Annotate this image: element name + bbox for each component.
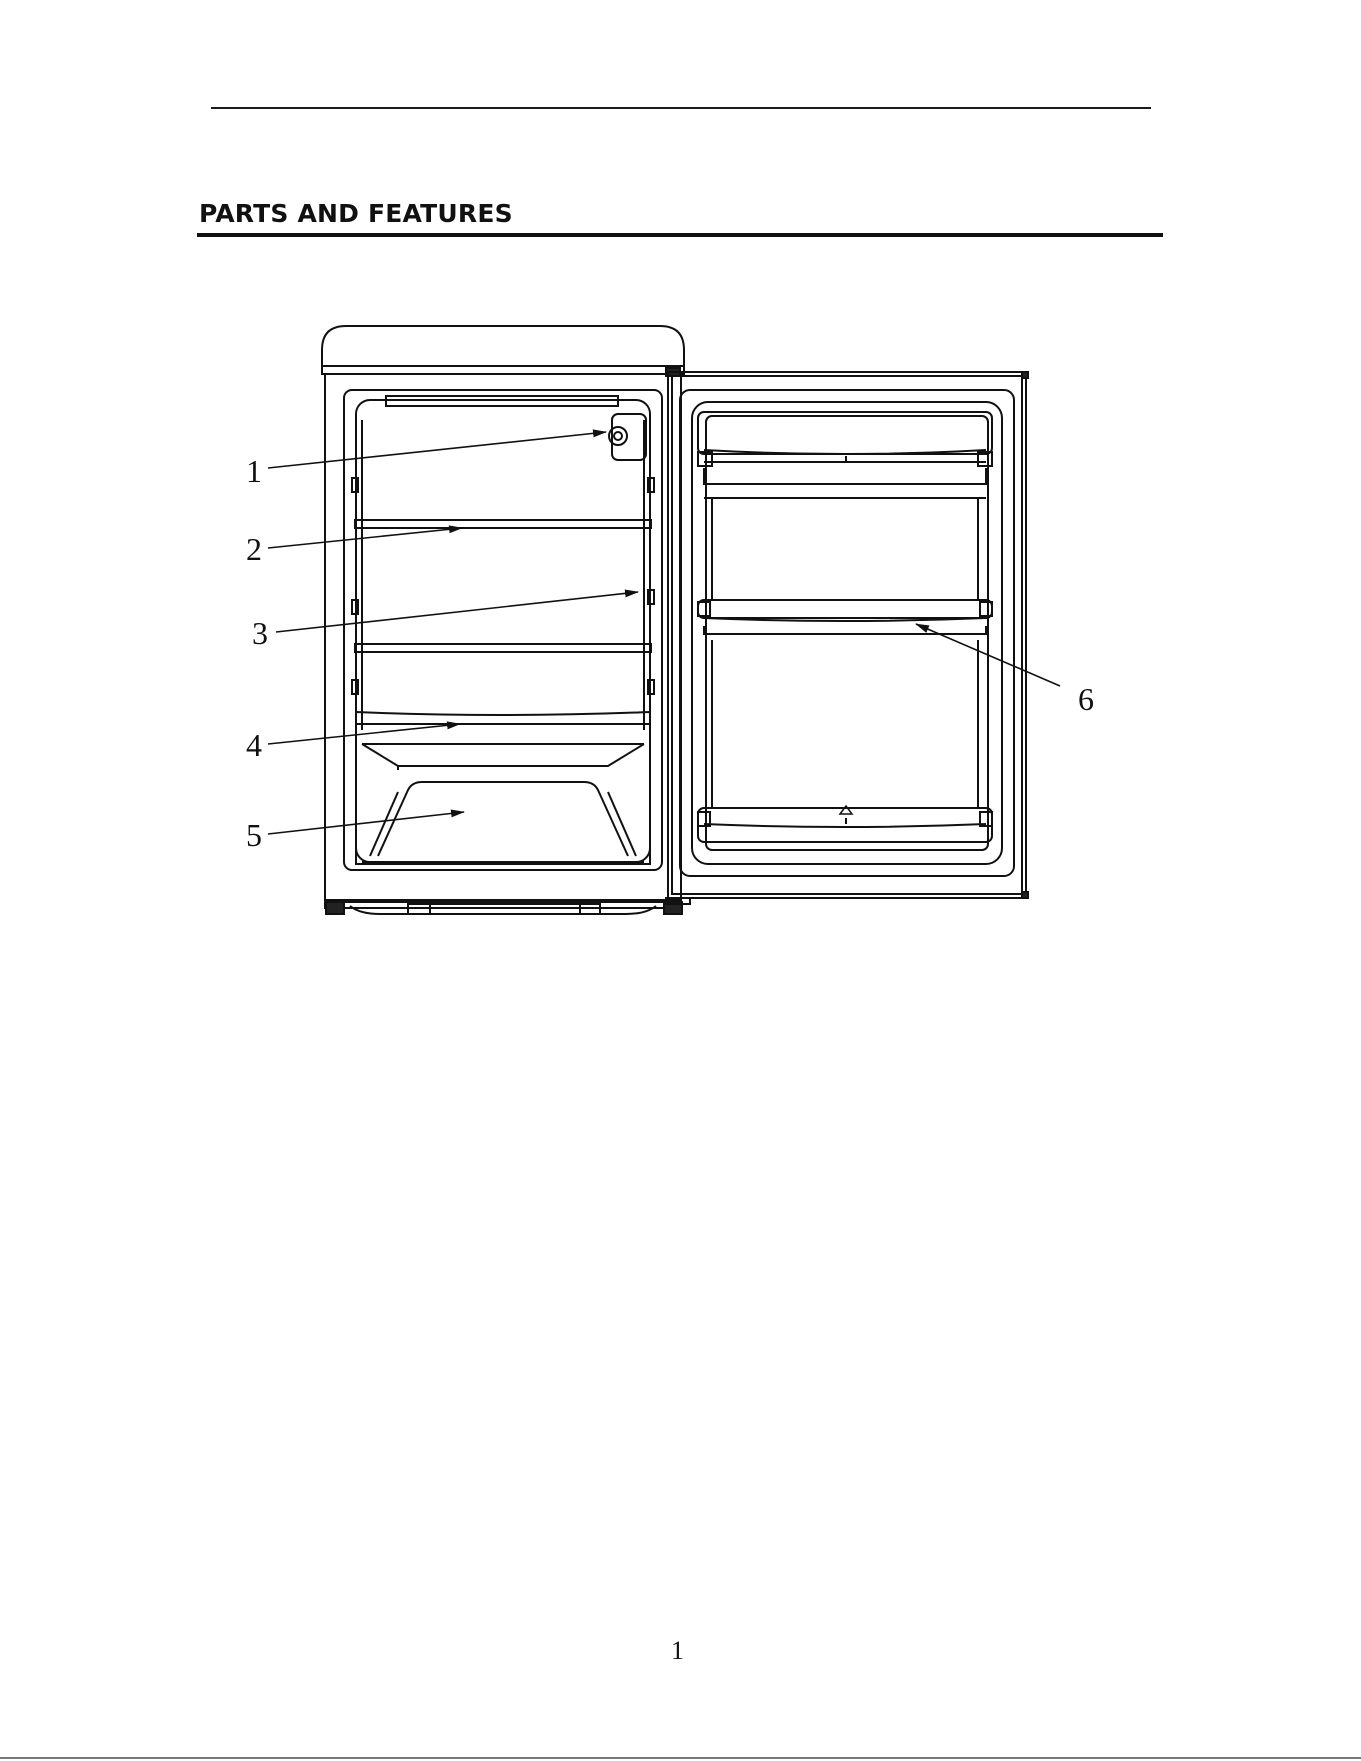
cabinet-liner-inner: [356, 400, 650, 862]
door-bin-middle: [698, 600, 992, 634]
leader-1: [268, 432, 606, 468]
leader-2: [268, 528, 462, 548]
foot-left: [326, 902, 344, 914]
callout-2: 2: [246, 531, 262, 567]
callout-3: 3: [252, 615, 268, 651]
cabinet-outer: [325, 374, 681, 902]
cabinet-top-band: [322, 366, 684, 374]
leader-5: [268, 812, 464, 834]
footer-rule: [0, 1757, 1361, 1759]
leader-3: [276, 592, 638, 632]
callout-5: 5: [246, 817, 262, 853]
glass-shelf-upper: [355, 520, 651, 528]
glass-shelf-lower: [355, 644, 651, 652]
cabinet-liner-outer: [344, 390, 662, 870]
cabinet: [322, 326, 690, 914]
crisper-cover: [356, 712, 650, 724]
door-bin-bottom: [698, 806, 992, 842]
thermostat-housing: [609, 414, 646, 460]
page-number: 1: [671, 1636, 684, 1665]
callout-4: 4: [246, 727, 262, 763]
crisper-drawer: [356, 724, 650, 864]
door: [668, 372, 1028, 898]
leader-4: [268, 724, 460, 744]
door-bin-top: [698, 412, 992, 484]
callout-1: 1: [246, 453, 262, 489]
callout-6: 6: [1078, 681, 1094, 717]
section-heading: PARTS AND FEATURES: [199, 199, 513, 228]
